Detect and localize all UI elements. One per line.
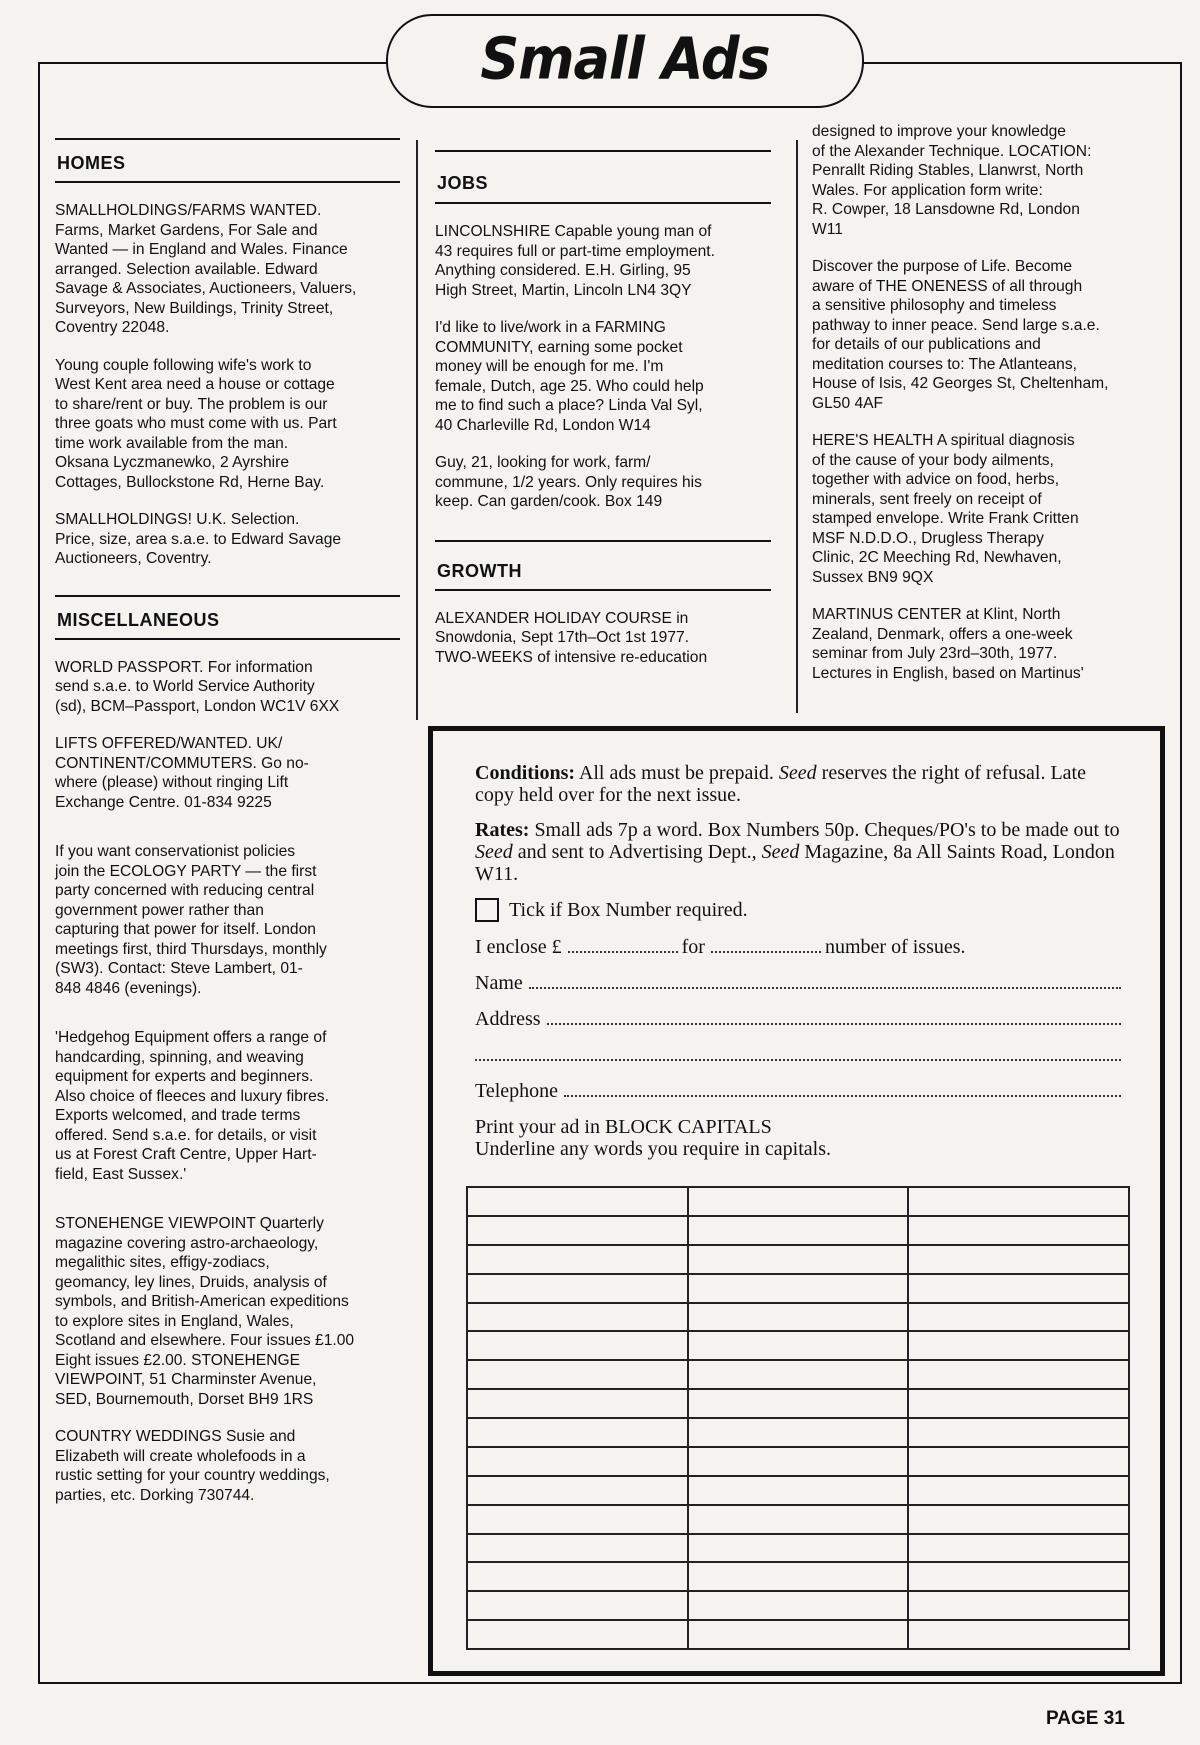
column-right: [812, 122, 1157, 683]
grid-row: [467, 1389, 1129, 1418]
box-number-label: Tick if Box Number required.: [509, 899, 748, 921]
ad-listing: ALEXANDER HOLIDAY COURSE in Snowdonia, Sept 17th–Oct 1st 1977. TWO-WEEKS of intensive re-education: [435, 609, 708, 666]
ad-listing: Young couple following wife's work to West Kent area need a house or cottage to share/rent or buy. The problem is our three goats who must come with us. Part time work available from the man. Oksana Lyczmanewko, 2 Ayrshire Cottages, Bullockstone Rd, Herne Bay.: [55, 356, 337, 491]
grid-cell[interactable]: [688, 1245, 909, 1274]
grid-row: [467, 1216, 1129, 1245]
grid-row: [467, 1274, 1129, 1303]
homes-ads: [55, 201, 400, 569]
ad-listing: WORLD PASSPORT. For information send s.a.e. to World Service Authority (sd), BCM–Passport, London WC1V 6XX: [55, 658, 340, 715]
grid-cell[interactable]: [688, 1562, 909, 1591]
grid-cell[interactable]: [908, 1418, 1129, 1447]
column-middle: [435, 138, 771, 667]
ad-listing: SMALLHOLDINGS! U.K. Selection. Price, size, area s.a.e. to Edward Savage Auctioneers, Coventry.: [55, 511, 342, 567]
section-heading-growth: GROWTH: [437, 560, 522, 581]
rule: [435, 589, 771, 591]
enclose-row: [475, 936, 1125, 958]
ad-listing: STONEHENGE VIEWPOINT Quarterly magazine covering astro-archaeology, megalithic sites, effigy-zodiacs, geomancy, ley lines, Druids, analysis of symbols, and British-American expeditions to explore sites in England, Wales, Scotland and elsewhere. Four issues £1.00 Eight issues £2.00. STONEHENGE VIEWPOINT, 51 Charminster Avenue, SED, Bournemouth, Dorset BH9 1RS: [55, 1215, 355, 1408]
grid-cell[interactable]: [908, 1245, 1129, 1274]
ad-listing: designed to improve your knowledge of the Alexander Technique. LOCATION: Penrallt Riding Stables, Llanwrst, North Wales. For application form write: R. Cowper, 18 Lansdowne Rd, London W11: [812, 123, 1092, 238]
grid-cell[interactable]: [467, 1418, 688, 1447]
grid-cell[interactable]: [688, 1418, 909, 1447]
ad-listing: LIFTS OFFERED/WANTED. UK/ CONTINENT/COMMUTERS. Go no- where (please) without ringing Lift Exchange Centre. 01-834 9225: [55, 735, 309, 811]
conditions-label: Conditions:: [475, 762, 576, 784]
rates-text-a: Small ads 7p a word. Box Numbers 50p. Cheques/PO's to be made out to: [529, 819, 1120, 841]
address-row: [475, 1008, 1125, 1030]
grid-cell[interactable]: [908, 1620, 1129, 1649]
grid-row: [467, 1245, 1129, 1274]
grid-cell[interactable]: [688, 1591, 909, 1620]
telephone-row: [475, 1080, 1125, 1102]
grid-row: [467, 1591, 1129, 1620]
column-left: [55, 138, 400, 1505]
rule: [435, 202, 771, 204]
ad-listing: I'd like to live/work in a FARMING COMMUNITY, earning some pocket money will be enough for me. I'm female, Dutch, age 25. Who could help me to find such a place? Linda Val Syl, 40 Charleville Rd, London W14: [435, 319, 704, 434]
ad-listing: COUNTRY WEDDINGS Susie and Elizabeth will create wholefoods in a rustic setting for your country weddings, parties, etc. Dorking 730744.: [55, 1428, 330, 1504]
grid-cell[interactable]: [467, 1591, 688, 1620]
grid-cell[interactable]: [467, 1476, 688, 1505]
miscellaneous-ads: [55, 658, 400, 1506]
grid-cell[interactable]: [908, 1331, 1129, 1360]
grid-row: [467, 1476, 1129, 1505]
grid-cell[interactable]: [908, 1274, 1129, 1303]
section-heading-homes: HOMES: [57, 153, 126, 173]
seed-name: Seed: [778, 762, 817, 784]
enclose-label: I enclose £: [475, 936, 562, 958]
print-instruction-2: Underline any words you require in capitals.: [475, 1138, 832, 1160]
address-field[interactable]: [547, 1023, 1121, 1025]
grid-row: [467, 1534, 1129, 1563]
telephone-field[interactable]: [564, 1095, 1121, 1097]
grid-cell[interactable]: [467, 1389, 688, 1418]
grid-row: [467, 1562, 1129, 1591]
grid-cell[interactable]: [467, 1216, 688, 1245]
grid-cell[interactable]: [908, 1303, 1129, 1332]
ad-listing: Discover the purpose of Life. Become aware of THE ONENESS of all through a sensitive philosophy and timeless pathway to inner peace. Send large s.a.e. for details of our publications and meditation courses to: The Atlanteans, House of Isis, 42 Georges St, Cheltenham, GL50 4AF: [812, 258, 1109, 412]
grid-cell[interactable]: [688, 1389, 909, 1418]
grid-row: [467, 1447, 1129, 1476]
order-form: [475, 762, 1125, 1173]
seed-name: Seed: [475, 841, 513, 863]
box-number-option: [475, 898, 1125, 922]
grid-cell[interactable]: [688, 1360, 909, 1389]
column-right-ads: [812, 122, 1157, 683]
grid-row: [467, 1620, 1129, 1649]
grid-cell[interactable]: [908, 1591, 1129, 1620]
address-field-2[interactable]: [475, 1059, 1121, 1061]
grid-cell[interactable]: [908, 1505, 1129, 1534]
page-number: PAGE 31: [1046, 1708, 1125, 1729]
print-instruction-1: Print your ad in BLOCK CAPITALS: [475, 1116, 772, 1138]
section-heading-jobs: JOBS: [437, 173, 489, 193]
rates-text: [475, 819, 1125, 885]
ad-listing: LINCOLNSHIRE Capable young man of 43 requires full or part-time employment. Anything considered. E.H. Girling, 95 High Street, Martin, Lincoln LN4 3QY: [435, 223, 715, 299]
ad-listing: If you want conservationist policies join the ECOLOGY PARTY — the first party concerned with reducing central government power rather than capturing that power for itself. London meetings first, third Thursdays, monthly (SW3). Contact: Steve Lambert, 01- 848 4846 (evenings).: [55, 843, 327, 997]
ad-listing: 'Hedgehog Equipment offers a range of handcarding, spinning, and weaving equipment for experts and beginners. Also choice of fleeces and luxury fibres. Exports welcomed, and trade terms offered. Send s.a.e. for details, or visit us at Forest Craft Centre, Upper Hart- field, East Sussex.': [55, 1029, 329, 1183]
name-field[interactable]: [529, 987, 1121, 989]
telephone-label: Telephone: [475, 1080, 559, 1102]
grid-cell[interactable]: [688, 1187, 909, 1216]
grid-cell[interactable]: [467, 1620, 688, 1649]
grid-cell[interactable]: [467, 1562, 688, 1591]
rates-text-c: Magazine, 8a All Saints Road, London W11.: [475, 841, 1115, 885]
ad-listing: SMALLHOLDINGS/FARMS WANTED. Farms, Market Gardens, For Sale and Wanted — in England and Wales. Finance arranged. Selection available. Edward Savage & Associates, Auctioneers, Valuers, Surveyors, New Buildings, Trinity Street, Coventry 22048.: [55, 202, 357, 336]
jobs-ads: [435, 222, 771, 512]
page-title: Small Ads: [480, 24, 770, 93]
grid-cell[interactable]: [467, 1274, 688, 1303]
issues-field[interactable]: [711, 951, 821, 953]
section-heading-miscellaneous: MISCELLANEOUS: [57, 609, 220, 630]
grid-cell[interactable]: [908, 1216, 1129, 1245]
for-label: for: [681, 936, 705, 958]
grid-cell[interactable]: [688, 1331, 909, 1360]
grid-cell[interactable]: [908, 1389, 1129, 1418]
column-divider-2: [796, 140, 798, 713]
grid-cell[interactable]: [688, 1505, 909, 1534]
grid-cell[interactable]: [467, 1331, 688, 1360]
grid-cell[interactable]: [467, 1187, 688, 1216]
rule: [55, 181, 400, 183]
grid-cell[interactable]: [467, 1505, 688, 1534]
grid-cell[interactable]: [908, 1562, 1129, 1591]
ad-listing: HERE'S HEALTH A spiritual diagnosis of the cause of your body ailments, together with advice on food, herbs, minerals, sent freely on receipt of stamped envelope. Write Frank Critten MSF N.D.D.O., Drugless Therapy Clinic, 2C Meeching Rd, Newhaven, Sussex BN9 9QX: [812, 432, 1079, 586]
grid-row: [467, 1303, 1129, 1332]
address-label: Address: [475, 1008, 541, 1030]
print-instructions: [475, 1116, 1125, 1160]
grid-cell[interactable]: [688, 1534, 909, 1563]
grid-row: [467, 1331, 1129, 1360]
grid-cell[interactable]: [467, 1245, 688, 1274]
grid-cell[interactable]: [908, 1447, 1129, 1476]
address-row-2: [475, 1044, 1125, 1066]
ad-listing: Guy, 21, looking for work, farm/ commune, 1/2 years. Only requires his keep. Can garden/cook. Box 149: [435, 454, 702, 510]
grid-cell[interactable]: [467, 1360, 688, 1389]
grid-cell[interactable]: [908, 1360, 1129, 1389]
grid-row: [467, 1505, 1129, 1534]
rates-text-b: and sent to Advertising Dept.,: [512, 841, 762, 863]
conditions-text-b: reserves the right of refusal. Late copy held over for the next issue.: [475, 762, 1086, 806]
conditions-text: [475, 762, 1125, 806]
grid-cell[interactable]: [467, 1447, 688, 1476]
amount-field[interactable]: [568, 951, 678, 953]
column-divider-1: [416, 140, 418, 720]
grid-row: [467, 1360, 1129, 1389]
grid-cell[interactable]: [688, 1476, 909, 1505]
grid-row: [467, 1418, 1129, 1447]
grid-cell[interactable]: [467, 1303, 688, 1332]
title-banner: [386, 14, 864, 108]
grid-cell[interactable]: [908, 1187, 1129, 1216]
grid-cell[interactable]: [688, 1303, 909, 1332]
rates-label: Rates:: [475, 819, 530, 841]
grid-cell[interactable]: [467, 1534, 688, 1563]
grid-cell[interactable]: [908, 1476, 1129, 1505]
name-row: [475, 972, 1125, 994]
grid-row: [467, 1187, 1129, 1216]
grid-cell[interactable]: [688, 1447, 909, 1476]
ad-listing: MARTINUS CENTER at Klint, North Zealand, Denmark, offers a one-week seminar from July 23rd–30th, 1977. Lectures in English, based on Martinus': [812, 606, 1084, 682]
box-number-checkbox[interactable]: [475, 898, 499, 922]
issues-label: number of issues.: [824, 936, 966, 958]
ad-word-grid: [466, 1186, 1130, 1650]
grid-cell[interactable]: [688, 1216, 909, 1245]
growth-ads: [435, 609, 771, 668]
grid-cell[interactable]: [908, 1534, 1129, 1563]
grid-cell[interactable]: [688, 1620, 909, 1649]
grid-cell[interactable]: [688, 1274, 909, 1303]
name-label: Name: [475, 972, 523, 994]
conditions-text-a: All ads must be prepaid.: [575, 762, 779, 784]
seed-name: Seed: [761, 841, 800, 863]
rule: [55, 638, 400, 640]
